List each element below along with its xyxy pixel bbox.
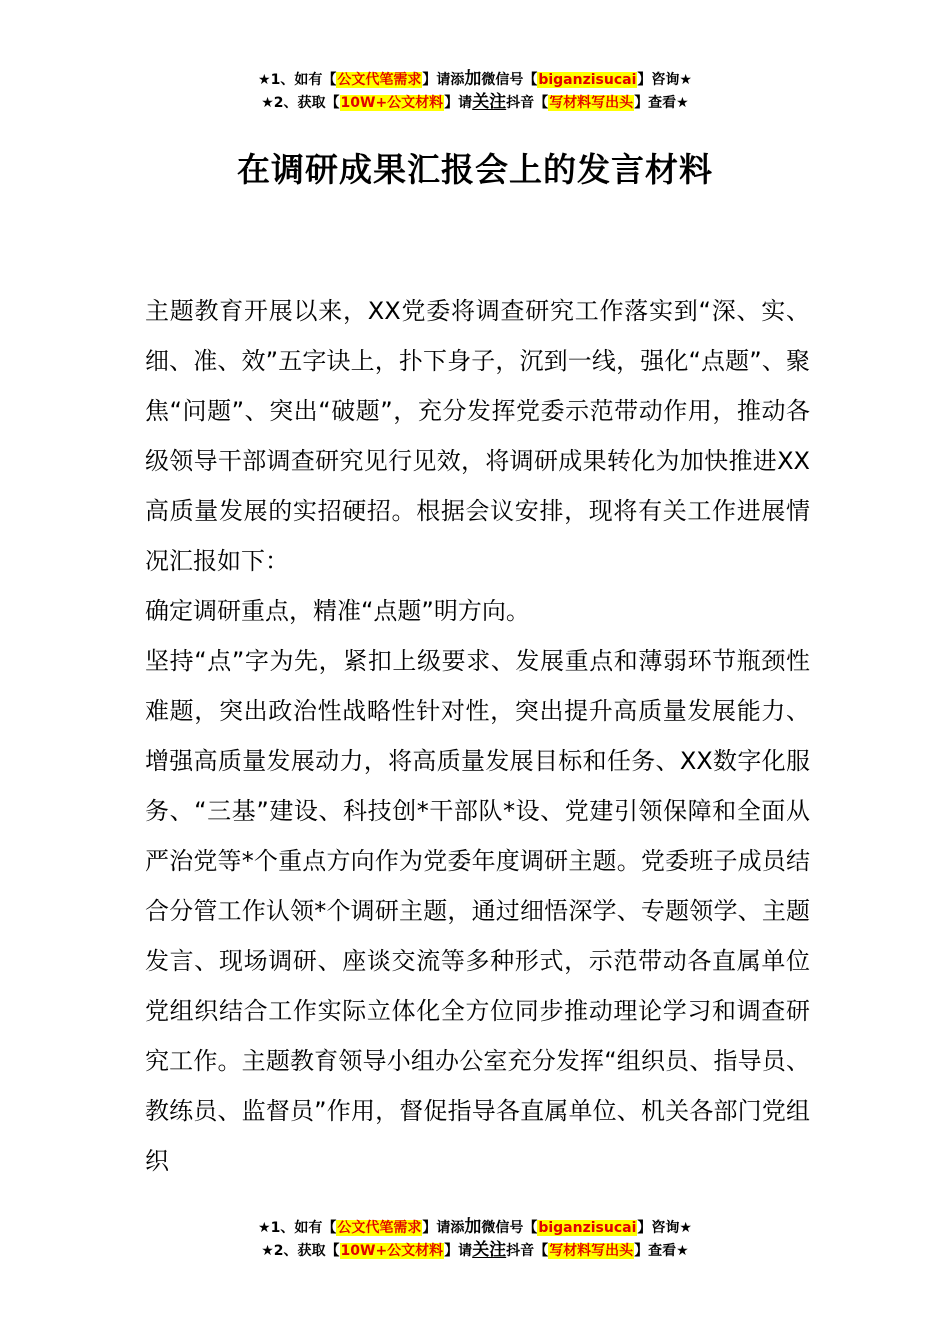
document-title: 在调研成果汇报会上的发言材料 xyxy=(237,150,713,189)
header-promo-banner xyxy=(0,68,950,114)
footer-promo-banner xyxy=(0,1216,950,1262)
promo-highlight: 公文代笔需求 xyxy=(337,1220,422,1236)
promo-text: ★2、获取【 xyxy=(261,95,340,111)
promo-text: 抖音【 xyxy=(506,95,549,111)
promo-line-2 xyxy=(0,1239,950,1262)
paragraph: 主题教育开展以来，XX党委将调查研究工作落实到“深、实、细、准、效”五字诀上，扑下身子，沉到一线，强化“点题”、聚焦“问题”、突出“破题”，充分发挥党委示范带动作用，推动各级领导干部调查研究见行见效，将调研成果转化为加快推进XX高质量发展的实招硬招。根据会议安排，现将有关工作进展情况汇报如下： xyxy=(145,297,810,575)
promo-highlight: 10W+公文材料 xyxy=(340,95,444,111)
promo-text: 关注 xyxy=(472,92,507,112)
promo-text: 】请 xyxy=(444,1243,473,1259)
promo-text: ★1、如有【 xyxy=(258,1220,337,1236)
paragraph: 坚持“点”字为先，紧扣上级要求、发展重点和薄弱环节瓶颈性难题，突出政治性战略性针对性，突出提升高质量发展能力、增强高质量发展动力，将高质量发展目标和任务、XX数字化服务、“三基”建设、科技创*干部队*设、党建引领保障和全面从严治党等*个重点方向作为党委年度调研主题。党委班子成员结合分管工作认领*个调研主题，通过细悟深学、专题领学、主题发言、现场调研、座谈交流等多种形式，示范带动各直属单位党组织结合工作实际立体化全方位同步推动理论学习和调查研究工作。主题教育领导小组办公室充分发挥“组织员、指导员、教练员、监督员”作用，督促指导各直属单位、机关各部门党组织 xyxy=(145,647,810,1175)
promo-text: 加 xyxy=(464,1217,482,1237)
promo-text: ★1、如有【 xyxy=(258,72,337,88)
document-body xyxy=(145,286,810,1186)
promo-text: ★2、获取【 xyxy=(261,1243,340,1259)
promo-text: 微信号【 xyxy=(481,72,538,88)
promo-text: 】查看★ xyxy=(634,1243,689,1259)
promo-text: 】咨询★ xyxy=(637,72,692,88)
promo-line-1 xyxy=(0,1216,950,1239)
promo-text: 】请添 xyxy=(422,1220,465,1236)
promo-text: 】咨询★ xyxy=(637,1220,692,1236)
promo-douyin-id: 写材料写出头 xyxy=(549,1243,634,1259)
promo-text: 关注 xyxy=(472,1240,507,1260)
promo-highlight: 10W+公文材料 xyxy=(340,1243,444,1259)
promo-wechat-id: biganzisucai xyxy=(538,72,637,88)
promo-highlight: 公文代笔需求 xyxy=(337,72,422,88)
promo-text: 】请添 xyxy=(422,72,465,88)
promo-text: 】请 xyxy=(444,95,473,111)
promo-line-2 xyxy=(0,91,950,114)
promo-text: 微信号【 xyxy=(481,1220,538,1236)
paragraph: 确定调研重点，精准“点题”明方向。 xyxy=(145,597,530,625)
promo-text: 】查看★ xyxy=(634,95,689,111)
promo-text: 抖音【 xyxy=(506,1243,549,1259)
promo-text: 加 xyxy=(464,69,482,89)
promo-wechat-id: biganzisucai xyxy=(538,1220,637,1236)
promo-line-1 xyxy=(0,68,950,91)
promo-douyin-id: 写材料写出头 xyxy=(549,95,634,111)
